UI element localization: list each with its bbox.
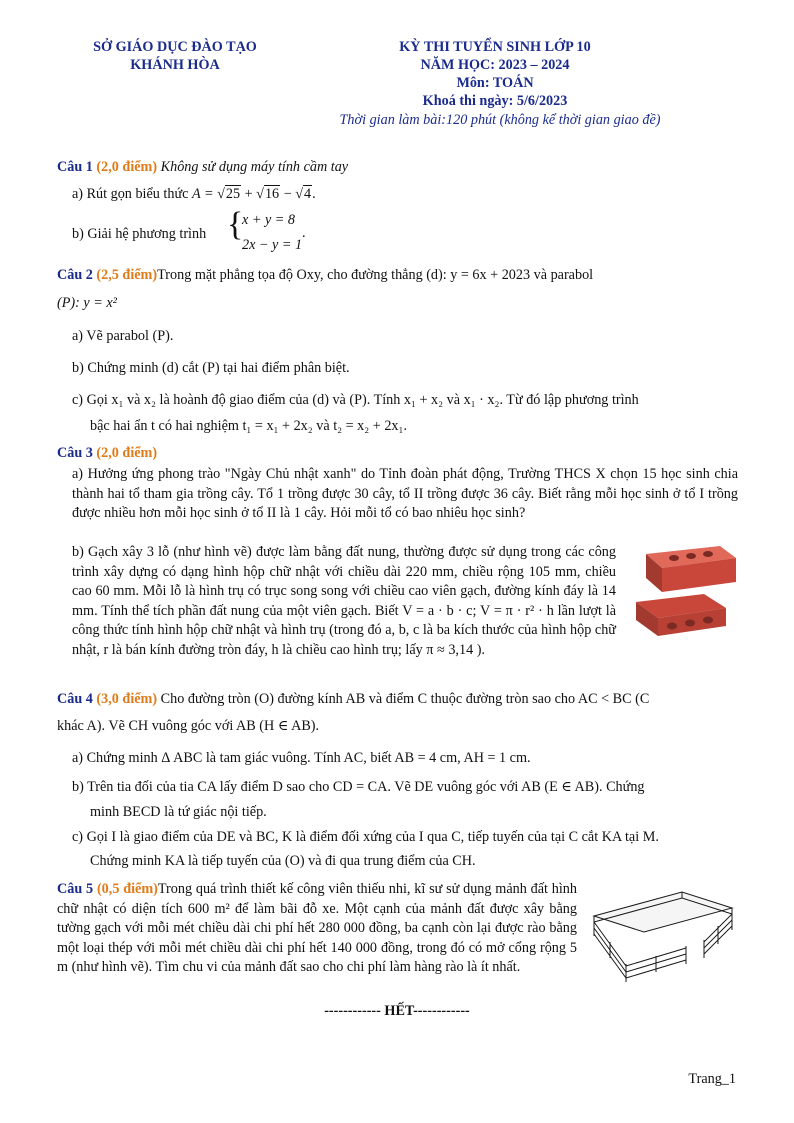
q4-part-b-line2: minh BECD là tứ giác nội tiếp. bbox=[90, 804, 267, 820]
exam-date: Khoá thi ngày: 5/6/2023 bbox=[422, 93, 568, 109]
q5-label: Câu 5 bbox=[57, 881, 94, 897]
q4-intro2: khác A). Vẽ CH vuông góc với AB (H ∈ AB). bbox=[57, 718, 320, 734]
q3-part-b: b) Gạch xây 3 lỗ (như hình vẽ) được làm bằng đất nung, thường được sử dụng trong các công trình xây dựng có dạng hình hộp chữ nhật với chiều dài 220 mm, chiều rộng 105 mm, chiều cao 60 mm. Mỗi lỗ là hình trụ có trục song song với chiều cao viên gạch, đường kính đáy là 14 mm. Tính thể tích phần đất nung của một viên gạch. Biết V = a · b · c; V = π · r² · h lần lượt là công thức tính hình hộp chữ nhật và hình trụ (trong đó a, b, c là ba kích thước của hình hộp chữ nhật, r là bán kính đường tròn đáy, h là chiều cao hình trụ; lấy π ≈ 3,14 ). bbox=[72, 544, 616, 658]
exam-title: KỲ THI TUYỂN SINH LỚP 10 bbox=[399, 39, 591, 55]
q2-part-c-line2: bậc hai ẩn t có hai nghiệm t₁ = x₁ + 2x₂ và t₂ = x₂ + 2x₁. bbox=[90, 418, 407, 434]
department-name: SỞ GIÁO DỤC ĐÀO TẠO bbox=[93, 39, 257, 55]
q5-text: Trong quá trình thiết kế công viên thiếu nhi, kĩ sư sử dụng mảnh đất hình chữ nhật có diện tích 600 m² để làm bãi đỗ xe. Một cạnh của mảnh đất được xây bằng tường gạch với mỗi mét chiều dài chi phí hết 280 000 đồng, ba cạnh còn lại được rào bằng một loại thép với mỗi mét chiều dài chi phí hết 140 000 đồng, trong đó có mở cổng rộng 5 m (như hình vẽ). Tìm chu vi của mảnh đất sao cho chi phí làm hàng rào là ít nhất. bbox=[57, 881, 577, 975]
school-year: NĂM HỌC: 2023 – 2024 bbox=[420, 57, 570, 73]
q2-label: Câu 2 bbox=[57, 267, 93, 283]
page-number: Trang_1 bbox=[688, 1071, 736, 1087]
end-mark: ------------ HẾT------------ bbox=[324, 1003, 470, 1019]
q4-part-c-line2: Chứng minh KA là tiếp tuyến của (O) và đi qua trung điểm của CH. bbox=[90, 853, 476, 869]
q2-intro2: (P): y = x² bbox=[57, 295, 117, 311]
q2-part-c-line1: c) Gọi x₁ và x₂ là hoành độ giao điểm của (d) và (P). Tính x₁ + x₂ và x₁ · x₂. Từ đó lập phương trình bbox=[72, 392, 639, 408]
q1-a-root1: 25 bbox=[225, 186, 241, 202]
q1-label: Câu 1 bbox=[57, 159, 93, 175]
q1-b-eq1: x + y = 8 bbox=[242, 212, 296, 228]
q4-part-b-line1: b) Trên tia đối của tia CA lấy điểm D sao cho CD = CA. Vẽ DE vuông góc với AB (E ∈ AB). Chứng bbox=[72, 779, 645, 795]
time-limit: Thời gian làm bài:120 phút (không kể thời gian giao đề) bbox=[339, 112, 661, 128]
q3-label: Câu 3 bbox=[57, 445, 93, 461]
q1-heading bbox=[57, 158, 348, 176]
q1-points: (2,0 điểm) bbox=[96, 159, 158, 175]
q1-a-lhs: A = bbox=[191, 186, 214, 202]
q1-a-text: a) Rút gọn biểu thức bbox=[72, 186, 189, 202]
province-name: KHÁNH HÒA bbox=[130, 57, 220, 73]
q2-part-b: b) Chứng minh (d) cắt (P) tại hai điểm phân biệt. bbox=[72, 360, 350, 376]
q5-block bbox=[57, 880, 577, 978]
q4-points: (3,0 điểm) bbox=[96, 691, 158, 707]
q1-intro: Không sử dụng máy tính cầm tay bbox=[160, 159, 349, 175]
subject: Môn: TOÁN bbox=[456, 75, 534, 91]
q3-points: (2,0 điểm) bbox=[96, 445, 158, 461]
q4-part-c-line1: c) Gọi I là giao điểm của DE và BC, K là điểm đối xứng của I qua C, tiếp tuyến của tại C cắt KA tại M. bbox=[72, 829, 659, 845]
q1-part-a: a) Rút gọn biểu thức A = √25 + √16 − √4. bbox=[72, 186, 316, 202]
system-brace: { bbox=[227, 206, 244, 243]
q2-heading bbox=[57, 266, 593, 284]
fence-image bbox=[586, 886, 736, 986]
q2-part-a: a) Vẽ parabol (P). bbox=[72, 328, 174, 344]
q1-b-text: b) Giải hệ phương trình bbox=[72, 226, 207, 242]
brick-image bbox=[628, 540, 740, 640]
q2-intro: Trong mặt phẳng tọa độ Oxy, cho đường thẳng (d): y = 6x + 2023 và parabol bbox=[157, 267, 594, 283]
q1-b-eq2: 2x − y = 1 bbox=[242, 237, 303, 253]
q2-points: (2,5 điểm) bbox=[96, 267, 158, 283]
q1-a-root2: 16 bbox=[264, 186, 280, 202]
q3-part-a: a) Hưởng ứng phong trào "Ngày Chủ nhật xanh" do Tỉnh đoàn phát động, Trường THCS X chọn 15 học sinh chia thành hai tổ tham gia trồng cây. Tổ 1 trồng được 30 cây, tổ II trồng được 36 cây. Biết rằng mỗi học sinh ở tổ I trồng được nhiều hơn mỗi học sinh ở tổ II là 1 cây. Hỏi mỗi tổ có bao nhiêu học sinh? bbox=[72, 466, 738, 521]
q3-heading bbox=[57, 444, 157, 462]
q1-a-root3: 4 bbox=[304, 186, 312, 202]
q4-heading bbox=[57, 690, 649, 708]
q4-label: Câu 4 bbox=[57, 691, 93, 707]
q4-part-a: a) Chứng minh Δ ABC là tam giác vuông. Tính AC, biết AB = 4 cm, AH = 1 cm. bbox=[72, 750, 531, 766]
q5-points: (0,5 điểm) bbox=[96, 881, 158, 897]
q4-intro1: Cho đường tròn (O) đường kính AB và điểm C thuộc đường tròn sao cho AC < BC (C bbox=[160, 691, 650, 707]
